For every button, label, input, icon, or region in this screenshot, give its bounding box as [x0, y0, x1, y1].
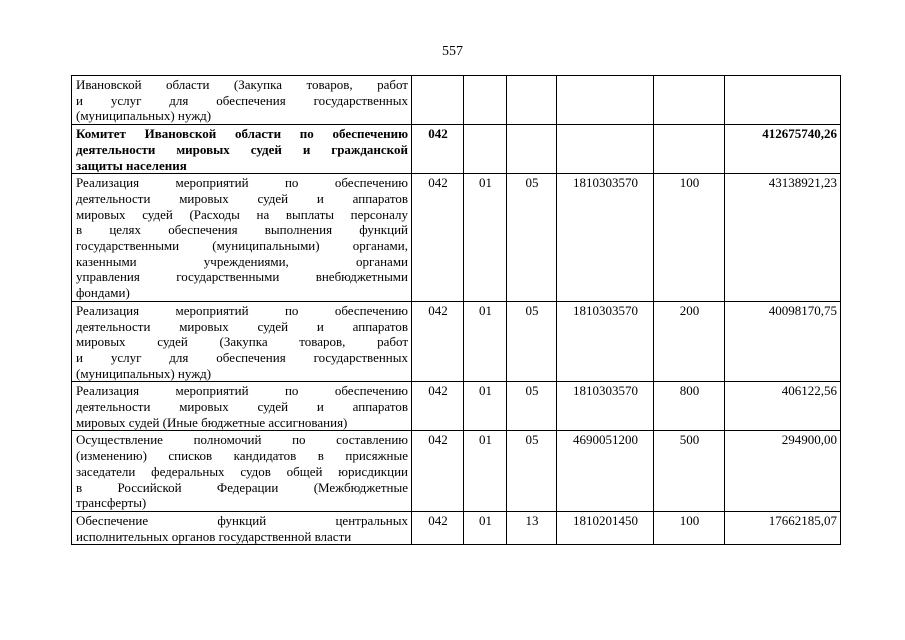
- expense-type-cell: [654, 76, 725, 125]
- department-code-cell: 042: [412, 511, 464, 544]
- item-name-cell: [72, 174, 412, 302]
- item-name-line: Осуществление полномочий по составлению: [76, 432, 408, 448]
- item-name-cell: [72, 431, 412, 512]
- item-name-line: казенными учреждениями, органами: [76, 253, 408, 269]
- page-number: 557: [442, 44, 463, 59]
- target-article-cell: 1810201450: [557, 511, 654, 544]
- item-name-line: Ивановской области (Закупка товаров, работ: [76, 77, 408, 92]
- amount-cell: 40098170,75: [725, 301, 841, 382]
- expense-type-cell: 100: [654, 511, 725, 544]
- expense-type-cell: 100: [654, 174, 725, 302]
- item-name-line: (изменению) списков кандидатов в присяжные: [76, 448, 408, 464]
- section-cell: 01: [464, 301, 507, 382]
- table-row: [72, 382, 841, 431]
- item-name-line: деятельности мировых судей и гражданской: [76, 141, 408, 157]
- section-cell: 01: [464, 511, 507, 544]
- subsection-cell: 05: [507, 382, 557, 431]
- item-name-cell: [72, 125, 412, 174]
- item-name-line: Реализация мероприятий по обеспечению: [76, 175, 408, 191]
- item-name-line: заседатели федеральных судов общей юрисдикции: [76, 463, 408, 479]
- amount-cell: 17662185,07: [725, 511, 841, 544]
- department-code-cell: 042: [412, 174, 464, 302]
- amount-cell: 406122,56: [725, 382, 841, 431]
- table-row: [72, 511, 841, 544]
- target-article-cell: 1810303570: [557, 382, 654, 431]
- item-name-line: Комитет Ивановской области по обеспечению: [76, 126, 408, 142]
- expense-type-cell: 200: [654, 301, 725, 382]
- item-name-line: мировых судей (Расходы на выплаты персоналу: [76, 206, 408, 222]
- item-name-line: в Российской Федерации (Межбюджетные: [76, 479, 408, 495]
- item-name-line: защиты населения: [76, 157, 187, 173]
- section-cell: [464, 76, 507, 125]
- item-name-line: управления государственными внебюджетными: [76, 269, 408, 285]
- item-name-line: (муниципальных) нужд): [76, 365, 212, 381]
- section-cell: [464, 125, 507, 174]
- item-name-line: мировых судей (Закупка товаров, работ: [76, 334, 408, 350]
- item-name-line: Обеспечение функций центральных: [76, 512, 408, 528]
- subsection-cell: [507, 76, 557, 125]
- subsection-cell: 05: [507, 301, 557, 382]
- amount-cell: 43138921,23: [725, 174, 841, 302]
- department-code-cell: 042: [412, 382, 464, 431]
- item-name-line: исполнительных органов государственной власти: [76, 528, 352, 544]
- item-name-line: в целях обеспечения выполнения функций: [76, 222, 408, 238]
- budget-table: [71, 75, 841, 545]
- subsection-cell: [507, 125, 557, 174]
- expense-type-cell: [654, 125, 725, 174]
- section-cell: 01: [464, 382, 507, 431]
- item-name-line: Реализация мероприятий по обеспечению: [76, 302, 408, 318]
- department-code-cell: 042: [412, 125, 464, 174]
- item-name-cell: [72, 301, 412, 382]
- department-code-cell: [412, 76, 464, 125]
- item-name-line: мировых судей (Иные бюджетные ассигнования): [76, 414, 348, 430]
- table-body: [72, 76, 841, 545]
- amount-cell: 412675740,26: [725, 125, 841, 174]
- target-article-cell: 4690051200: [557, 431, 654, 512]
- amount-cell: [725, 76, 841, 125]
- expense-type-cell: 500: [654, 431, 725, 512]
- expense-type-cell: 800: [654, 382, 725, 431]
- target-article-cell: 1810303570: [557, 174, 654, 302]
- table-row: [72, 125, 841, 174]
- item-name-cell: [72, 76, 412, 125]
- department-code-cell: 042: [412, 301, 464, 382]
- item-name-line: фондами): [76, 285, 130, 301]
- item-name-line: и услуг для обеспечения государственных: [76, 92, 408, 108]
- subsection-cell: 05: [507, 174, 557, 302]
- item-name-line: деятельности мировых судей и аппаратов: [76, 399, 408, 415]
- subsection-cell: 13: [507, 511, 557, 544]
- table-row: [72, 174, 841, 302]
- item-name-line: деятельности мировых судей и аппаратов: [76, 318, 408, 334]
- item-name-line: трансферты): [76, 495, 147, 511]
- section-cell: 01: [464, 174, 507, 302]
- target-article-cell: [557, 125, 654, 174]
- table-row: [72, 431, 841, 512]
- target-article-cell: 1810303570: [557, 301, 654, 382]
- item-name-cell: [72, 511, 412, 544]
- item-name-line: деятельности мировых судей и аппаратов: [76, 190, 408, 206]
- item-name-line: Реализация мероприятий по обеспечению: [76, 383, 408, 399]
- item-name-cell: [72, 382, 412, 431]
- section-cell: 01: [464, 431, 507, 512]
- amount-cell: 294900,00: [725, 431, 841, 512]
- table-row: [72, 301, 841, 382]
- department-code-cell: 042: [412, 431, 464, 512]
- item-name-line: государственными (муниципальными) органами,: [76, 238, 408, 254]
- target-article-cell: [557, 76, 654, 125]
- table-row: [72, 76, 841, 125]
- item-name-line: и услуг для обеспечения государственных: [76, 349, 408, 365]
- subsection-cell: 05: [507, 431, 557, 512]
- item-name-line: (муниципальных) нужд): [76, 108, 212, 124]
